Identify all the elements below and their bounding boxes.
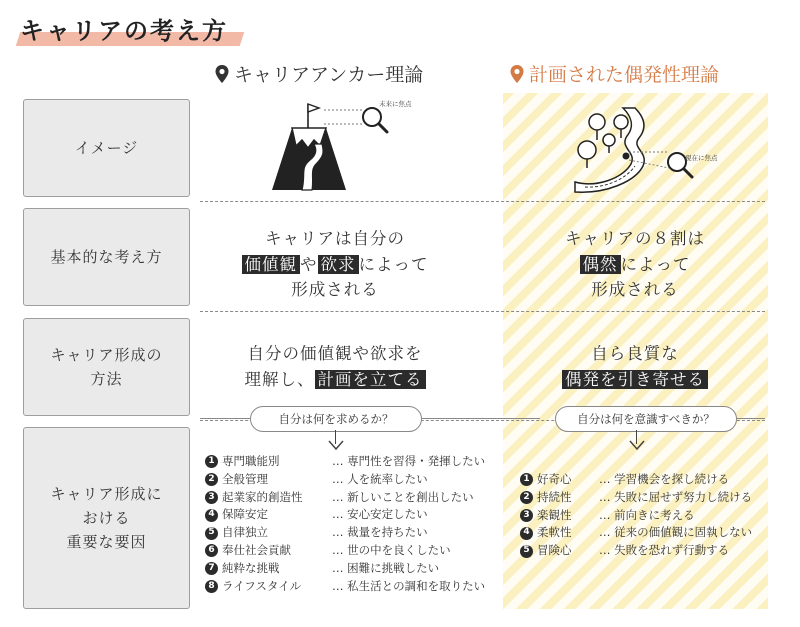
row-divider xyxy=(200,201,765,202)
factor-description: … 前向きに考える xyxy=(599,507,695,522)
number-badge: 6 xyxy=(205,544,218,557)
list-item xyxy=(520,471,752,489)
statement-line: 自分の価値観や欲求を xyxy=(247,344,423,363)
statement-line xyxy=(200,252,470,278)
number-badge: 8 xyxy=(205,580,218,593)
list-item xyxy=(520,507,752,525)
row-label-image xyxy=(23,99,190,197)
factor-name: 持続性 xyxy=(537,489,572,504)
statement-line xyxy=(510,252,760,278)
anchor-basic-statement xyxy=(200,226,470,303)
anchor-question-bubble: 自分は何を求めるか？ xyxy=(250,406,422,432)
anchor-factor-list xyxy=(205,453,485,595)
list-item xyxy=(520,489,752,507)
planned-column-header xyxy=(509,60,719,87)
planned-method-statement xyxy=(510,341,760,392)
statement-line xyxy=(510,367,760,393)
row-label-text: 基本的な考え方 xyxy=(50,248,163,266)
factor-description: … 専門性を習得・発揮したい xyxy=(332,454,486,468)
number-badge: 5 xyxy=(520,545,533,558)
factor-name: 純粋な挑戦 xyxy=(222,560,280,575)
factor-description: … 安心安定したい xyxy=(332,507,428,522)
page-title: キャリアの考え方 xyxy=(20,17,228,45)
statement-line: キャリアは自分の xyxy=(265,229,405,248)
location-pin-icon xyxy=(509,64,525,84)
row-label-text: キャリア形成に おける 重要な要因 xyxy=(50,485,163,551)
factor-description: … 私生活との調和を取りたい xyxy=(332,578,486,593)
anchor-column-header xyxy=(214,60,423,87)
highlight-desire: 欲求 xyxy=(318,255,359,274)
bubble-connector-line xyxy=(420,418,540,419)
factor-description: … 裁量を持ちたい xyxy=(332,525,428,540)
number-badge: 3 xyxy=(520,509,533,522)
tree-icon xyxy=(578,114,628,168)
statement-text: や xyxy=(300,254,318,274)
mountain-icon xyxy=(272,128,346,190)
planned-question-bubble: 自分は何を意識すべきか？ xyxy=(555,406,737,432)
magnifier-icon xyxy=(324,108,387,132)
list-item xyxy=(205,453,485,471)
factor-description: … 従来の価値観に固執しない xyxy=(599,525,753,540)
number-badge: 4 xyxy=(520,527,533,540)
list-item xyxy=(205,578,485,596)
row-label-basic xyxy=(23,208,190,306)
factor-description: … 人を統率したい xyxy=(332,471,428,486)
planned-factor-list xyxy=(520,471,752,560)
winding-road-illustration xyxy=(565,98,750,198)
factor-name: 奉仕社会貢献 xyxy=(222,542,291,557)
list-item xyxy=(205,471,485,489)
factor-name: 冒険心 xyxy=(537,543,572,558)
row-label-text: キャリア形成の 方法 xyxy=(50,346,163,388)
row-divider xyxy=(200,311,765,312)
number-badge: 5 xyxy=(205,527,218,540)
location-pin-icon xyxy=(214,64,230,84)
factor-description: … 失敗を恐れず行動する xyxy=(599,543,730,558)
statement-line: 自ら良質な xyxy=(591,344,679,363)
number-badge: 7 xyxy=(205,562,218,575)
factor-description: … 新しいことを創出したい xyxy=(332,489,474,504)
arrow-down-icon xyxy=(328,440,344,450)
factor-name: 保障安定 xyxy=(222,507,268,522)
statement-text: によって xyxy=(620,254,691,274)
future-focus-caption: 未来に焦点 xyxy=(379,100,412,108)
number-badge: 2 xyxy=(520,491,533,504)
factor-name: 全般管理 xyxy=(222,471,268,486)
list-item xyxy=(205,542,485,560)
highlight-plan: 計画を立てる xyxy=(315,370,426,389)
list-item xyxy=(205,524,485,542)
factor-name: ライフスタイル xyxy=(222,578,302,593)
mountain-goal-illustration xyxy=(262,98,447,198)
factor-name: 起業家的創造性 xyxy=(222,489,303,504)
highlight-values: 価値観 xyxy=(242,255,301,274)
list-item xyxy=(205,560,485,578)
number-badge: 1 xyxy=(520,473,533,486)
statement-text: 理解し、 xyxy=(244,369,315,389)
anchor-column-title: キャリアアンカー理論 xyxy=(234,64,424,86)
anchor-method-statement xyxy=(200,341,470,392)
statement-line xyxy=(200,367,470,393)
planned-basic-statement xyxy=(510,226,760,303)
factor-description: … 世の中を良くしたい xyxy=(332,542,451,557)
factor-name: 専門職能別 xyxy=(222,454,280,468)
factor-name: 自律独立 xyxy=(222,525,268,540)
row-label-factors xyxy=(23,427,190,609)
statement-line: 形成される xyxy=(291,280,379,300)
list-item xyxy=(205,506,485,524)
statement-line: 形成される xyxy=(591,280,679,300)
factor-description: … 学習機会を探し続ける xyxy=(599,472,730,486)
number-badge: 4 xyxy=(205,509,218,522)
factor-name: 楽観性 xyxy=(537,507,572,522)
number-badge: 1 xyxy=(205,455,218,468)
number-badge: 2 xyxy=(205,473,218,486)
planned-column-title: 計画された偶発性理論 xyxy=(529,64,720,86)
factor-name: 好奇心 xyxy=(537,472,572,486)
row-label-method xyxy=(23,318,190,416)
number-badge: 3 xyxy=(205,491,218,504)
statement-line: キャリアの８割は xyxy=(565,229,705,248)
factor-description: … 失敗に屈せず努力し続ける xyxy=(599,489,753,504)
factor-name: 柔軟性 xyxy=(537,525,572,540)
flag-icon xyxy=(308,104,319,128)
bubble-connector-line xyxy=(200,418,250,419)
factor-description: … 困難に挑戦したい xyxy=(332,560,440,575)
arrow-down-icon xyxy=(629,440,645,450)
list-item xyxy=(205,489,485,507)
row-label-text: イメージ xyxy=(74,139,139,157)
bubble-connector-line xyxy=(735,418,765,419)
statement-text: によって xyxy=(358,254,429,274)
list-item xyxy=(520,524,752,542)
highlight-chance: 偶然 xyxy=(580,255,621,274)
page-title-block xyxy=(14,8,242,50)
list-item xyxy=(520,542,752,560)
present-focus-caption: 現在に焦点 xyxy=(685,154,718,162)
highlight-attract: 偶発を引き寄せる xyxy=(562,370,708,389)
